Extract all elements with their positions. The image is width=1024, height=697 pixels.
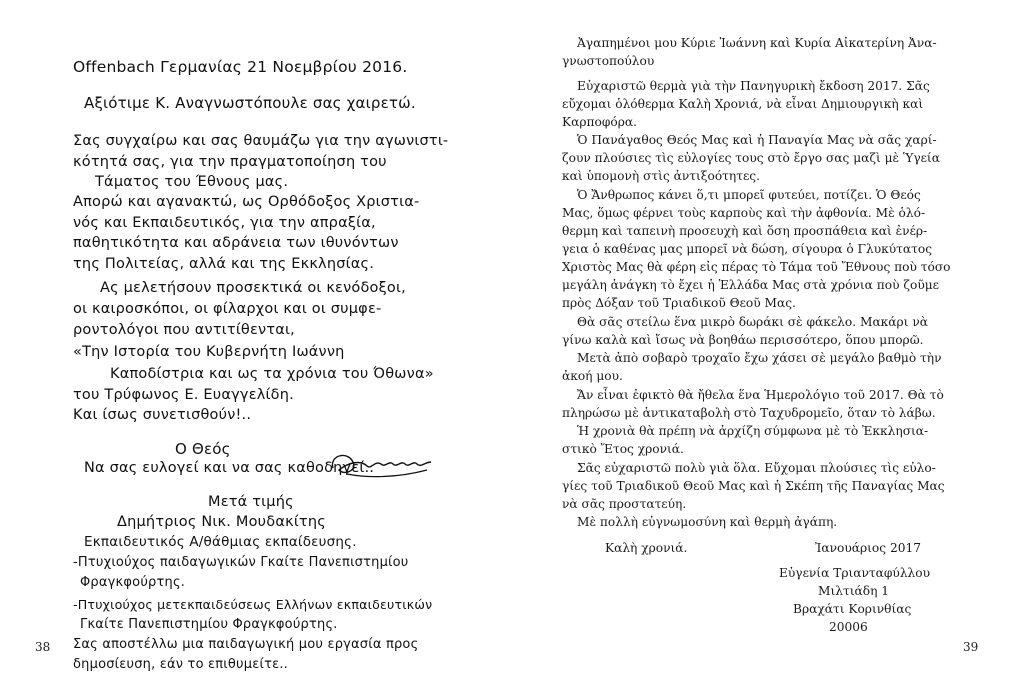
body-line: γνωστοπούλου [562, 54, 655, 68]
page-number: 39 [963, 640, 979, 654]
letter-body-line: Ας μελετήσουν προσεκτικά οι κενόδοξοι, [100, 280, 406, 296]
body-line: Ἡ χρονιὰ θὰ πρέπη νὰ ἀρχίζη σύμφωνα μὲ τὸ Ἐκκλησια- [577, 424, 929, 438]
body-line: πρὸς Δόξαν τοῦ Τριαδικοῦ Θεοῦ Μας. [562, 296, 796, 310]
body-line: Μὲ πολλὴ εὐγνωμοσύνη καὶ θερμὴ ἀγάπη. [577, 515, 838, 529]
letter-body-line: ροντολόγοι που αντιτίθενται, [73, 322, 295, 338]
letter-body-line: «Την Ιστορία του Κυβερνήτη Ιωάννη [73, 344, 345, 360]
address-line: Εὐγενία Τριανταφύλλου [779, 566, 931, 580]
body-line: στικὸ Ἔτος χρονιά. [562, 442, 684, 456]
blessing-line: Ο Θεός [175, 440, 231, 458]
body-line: ἀκοή μου. [562, 369, 623, 383]
closing: Μετά τιμής [208, 494, 294, 510]
address-line: Μιλτιάδη 1 [818, 584, 890, 598]
body-line: Ἀγαπημένοι μου Κύριε Ἰωάννη καὶ Κυρία Αἰκατερίνη Ἀνα- [577, 36, 937, 50]
body-line: νὰ σᾶς προστατεύη. [562, 497, 687, 511]
letter-body-line: του Τρύφωνος Ε. Ευαγγελίδη. [73, 387, 294, 403]
signature [327, 448, 437, 480]
letter-body-line: οι καιροσκόποι, οι φίλαρχοι και οι συμφε- [73, 301, 382, 317]
signer-line: Δημήτριος Νικ. Μουδακίτης [117, 514, 326, 530]
signer-line: Σας αποστέλλω μια παιδαγωγική μου εργασία προς [73, 637, 419, 652]
body-line: Ὁ Ἄνθρωπος κάνει ὅ,τι μπορεῖ φυτεύει, ποτίζει. Ὁ Θεός [577, 188, 921, 202]
body-line: γίνω καλὰ καὶ ἴσως νὰ βοηθάω περισσότερο, ὅπου μπορῶ. [562, 333, 924, 347]
signer-line: -Πτυχιούχος μετεκπαιδεύσεως Ελλήνων εκπαιδευτικών [73, 597, 433, 612]
body-line: εὔχομαι ὁλόθερμα Καλὴ Χρονιά, νὰ εἶναι Δημιουργικὴ καὶ [562, 97, 924, 111]
address-line: 20006 [829, 620, 868, 634]
letter-header: Offenbach Γερμανίας 21 Νοεμβρίου 2016. [73, 58, 408, 76]
body-line: Θὰ σᾶς στείλω ἕνα μικρὸ δωράκι σὲ φάκελο. Μακάρι νὰ [577, 315, 928, 329]
letter-body-line: Τάματος του Έθνους μας. [95, 174, 289, 190]
letter-body-line: της Πολιτείας, αλλά και της Εκκλησίας. [73, 256, 375, 272]
body-line: καὶ ὑπομονὴ στὶς ἀντιξοότητες. [562, 169, 760, 183]
letter-date: Ἰανουάριος 2017 [815, 541, 921, 555]
letter-body-line: κότητά σας, για την πραγματοποίηση του [73, 154, 387, 170]
body-line: Μας, ὅμως φέρνει τοὺς καρποὺς καὶ τὴν ἀφθονία. Μὲ ὁλό- [562, 206, 926, 220]
signer-line: Φραγκφούρτης. [80, 575, 186, 590]
body-line: γεια ὁ καθένας μας μπορεῖ νὰ δώση, σίγουρα ὁ Γλυκύτατος [562, 242, 933, 256]
blessing-line: Να σας ευλογεί και να σας καθοδηγεί.. [84, 460, 375, 476]
body-line: πληρώσω μὲ ἀντικαταβολὴ στὸ Ταχυδρομεῖο, ὅταν τὸ λάβω. [562, 406, 936, 420]
letter-body-line: νός και Εκπαιδευτικός, για την απραξία, [73, 215, 376, 231]
letter-greeting: Αξιότιμε Κ. Αναγνωστόπουλε σας χαιρετώ. [84, 94, 416, 112]
letter-body-line: παθητικότητα και αδράνεια των ιθυνόντων [73, 235, 399, 251]
right-page [512, 0, 1024, 697]
body-line: γίες τοῦ Τριαδικοῦ Θεοῦ Μας καὶ ἡ Σκέπη τῆς Παναγίας Μας [562, 479, 945, 493]
signer-line: -Πτυχιούχος παιδαγωγικών Γκαίτε Πανεπιστημίου [73, 555, 409, 570]
page-number: 38 [35, 640, 51, 654]
letter-body-line: Καποδίστρια και ως τα χρόνια του Όθωνα» [110, 366, 434, 382]
signer-line: δημοσίευση, εάν το επιθυμείτε.. [73, 657, 288, 672]
body-line: Εὐχαριστῶ θερμὰ γιὰ τὴν Πανηγυρικὴ ἔκδοση 2017. Σᾶς [577, 79, 930, 93]
body-line: Σᾶς εὐχαριστῶ πολὺ γιὰ ὅλα. Εὔχομαι πλούσιες τὶς εὐλο- [577, 461, 936, 475]
body-line: ζουν πλούσιες τὶς εὐλογίες τους στὸ ἔργο σας μαζὶ μὲ Ὑγεία [562, 151, 940, 165]
signer-line: Γκαίτε Πανεπιστημίου Φραγκφούρτης. [80, 617, 338, 632]
body-line: Μετὰ ἀπὸ σοβαρὸ τροχαῖο ἔχω χάσει σὲ μεγάλο βαθμὸ τὴν [577, 351, 942, 365]
letter-body-line: Και ίσως συνετισθούν!.. [73, 407, 252, 423]
address-line: Βραχάτι Κορινθίας [793, 602, 912, 616]
body-line: θερμη καὶ ταπεινὴ προσευχὴ καὶ ὅση προσπάθεια καὶ ἐνέρ- [562, 224, 928, 238]
signer-line: Εκπαιδευτικός Α/θάθμιας εκπαίδευσης. [84, 534, 357, 550]
letter-body-line: Απορώ και αγανακτώ, ως Ορθόδοξος Χριστια- [73, 194, 420, 210]
body-line: Χριστὸς Μας θὰ φέρη εἰς πέρας τὸ Τάμα τοῦ Ἔθνους ποὺ τόσο [562, 260, 951, 274]
body-line: μεγάλη ἀνάγκη τὸ ἔχει ἡ Ἑλλάδα Μας στὰ χρόνια ποὺ ζοῦμε [562, 278, 939, 292]
letter-body-line: Σας συγχαίρω και σας θαυμάζω για την αγωνιστι- [73, 133, 449, 149]
body-line: Ὁ Πανάγαθος Θεός Μας καὶ ἡ Παναγία Μας νὰ σᾶς χαρί- [577, 133, 937, 147]
body-line: Ἄν εἶναι ἐφικτὸ θὰ ἤθελα ἕνα Ἡμερολόγιο τοῦ 2017. Θὰ τὸ [577, 388, 944, 402]
new-year-wish: Καλὴ χρονιά. [605, 541, 688, 555]
body-line: Καρποφόρα. [562, 115, 637, 129]
